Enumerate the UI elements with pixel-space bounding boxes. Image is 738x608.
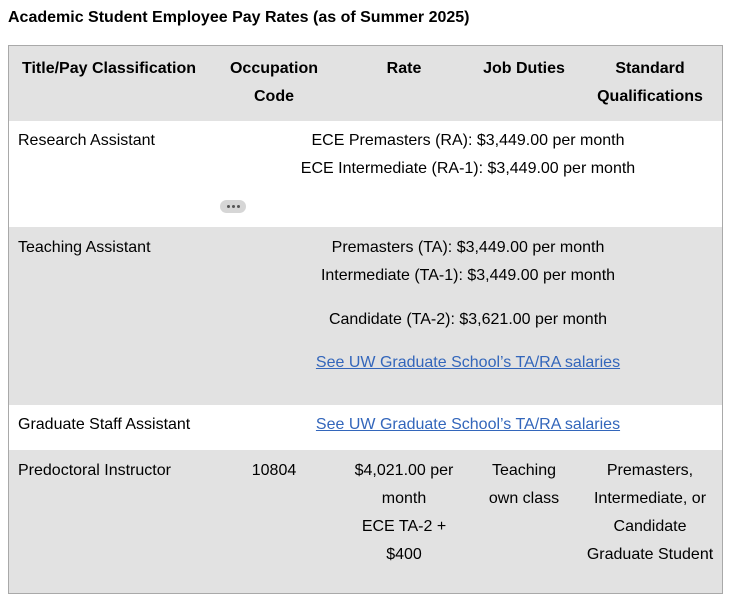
header-title: Title/Pay Classification — [22, 60, 196, 77]
table-row-graduate-staff-assistant — [9, 405, 722, 450]
table-row-teaching-assistant — [9, 227, 722, 405]
header-qualifications-line2: Qualifications — [597, 88, 703, 105]
qual-line-1: Premasters, — [606, 462, 694, 479]
rate-line-ta1: Intermediate (TA-1): $3,449.00 per month — [320, 267, 616, 284]
ta-ra-salaries-link[interactable]: See UW Graduate School’s TA/RA salaries — [315, 416, 621, 433]
qual-line-3: Candidate — [613, 518, 687, 535]
rate-line-ta2: Candidate (TA-2): $3,621.00 per month — [328, 311, 608, 328]
rate-line-ra1: ECE Intermediate (RA-1): $3,449.00 per month — [300, 160, 636, 177]
header-job-duties: Job Duties — [483, 60, 565, 77]
pay-rates-table — [8, 45, 723, 594]
cell-title-research-assistant: Research Assistant — [18, 132, 155, 149]
cell-title-graduate-staff-assistant: Graduate Staff Assistant — [18, 416, 191, 433]
cell-occupation-code: 10804 — [251, 462, 297, 479]
header-occupation-code-line2: Code — [254, 88, 294, 105]
header-occupation-code-line1: Occupation — [229, 60, 318, 77]
cell-job-duties — [474, 457, 574, 513]
more-options-icon[interactable] — [220, 200, 246, 213]
rate-line-ta: Premasters (TA): $3,449.00 per month — [331, 239, 605, 256]
rate-line-3: ECE TA-2 + — [361, 518, 447, 535]
header-rate: Rate — [386, 60, 422, 77]
cell-rate-research-assistant — [219, 127, 717, 183]
cell-qualifications — [580, 457, 720, 569]
duties-line-2: own class — [488, 490, 560, 507]
header-occupation-code — [224, 55, 324, 111]
cell-title-teaching-assistant: Teaching Assistant — [18, 239, 151, 256]
ta-ra-salaries-link[interactable]: See UW Graduate School’s TA/RA salaries — [315, 354, 621, 371]
table-row-research-assistant — [9, 121, 722, 227]
cell-title-predoctoral-instructor: Predoctoral Instructor — [18, 462, 171, 479]
table-header-row — [9, 46, 722, 121]
table-row-predoctoral-instructor — [9, 450, 722, 594]
qual-line-4: Graduate Student — [586, 546, 714, 563]
cell-rate-teaching-assistant — [219, 234, 717, 377]
header-qualifications-line1: Standard — [615, 60, 685, 77]
rate-line-4: $400 — [386, 546, 422, 563]
rate-line-2: month — [381, 490, 427, 507]
header-qualifications — [580, 55, 720, 111]
duties-line-1: Teaching — [491, 462, 557, 479]
rate-line-ra: ECE Premasters (RA): $3,449.00 per month — [311, 132, 625, 149]
rate-line-1: $4,021.00 per — [354, 462, 454, 479]
page-title: Academic Student Employee Pay Rates (as of Summer 2025) — [8, 9, 470, 26]
cell-rate-graduate-staff-assistant — [219, 411, 717, 439]
cell-rate-predoctoral-instructor — [344, 457, 464, 569]
qual-line-2: Intermediate, or — [593, 490, 707, 507]
